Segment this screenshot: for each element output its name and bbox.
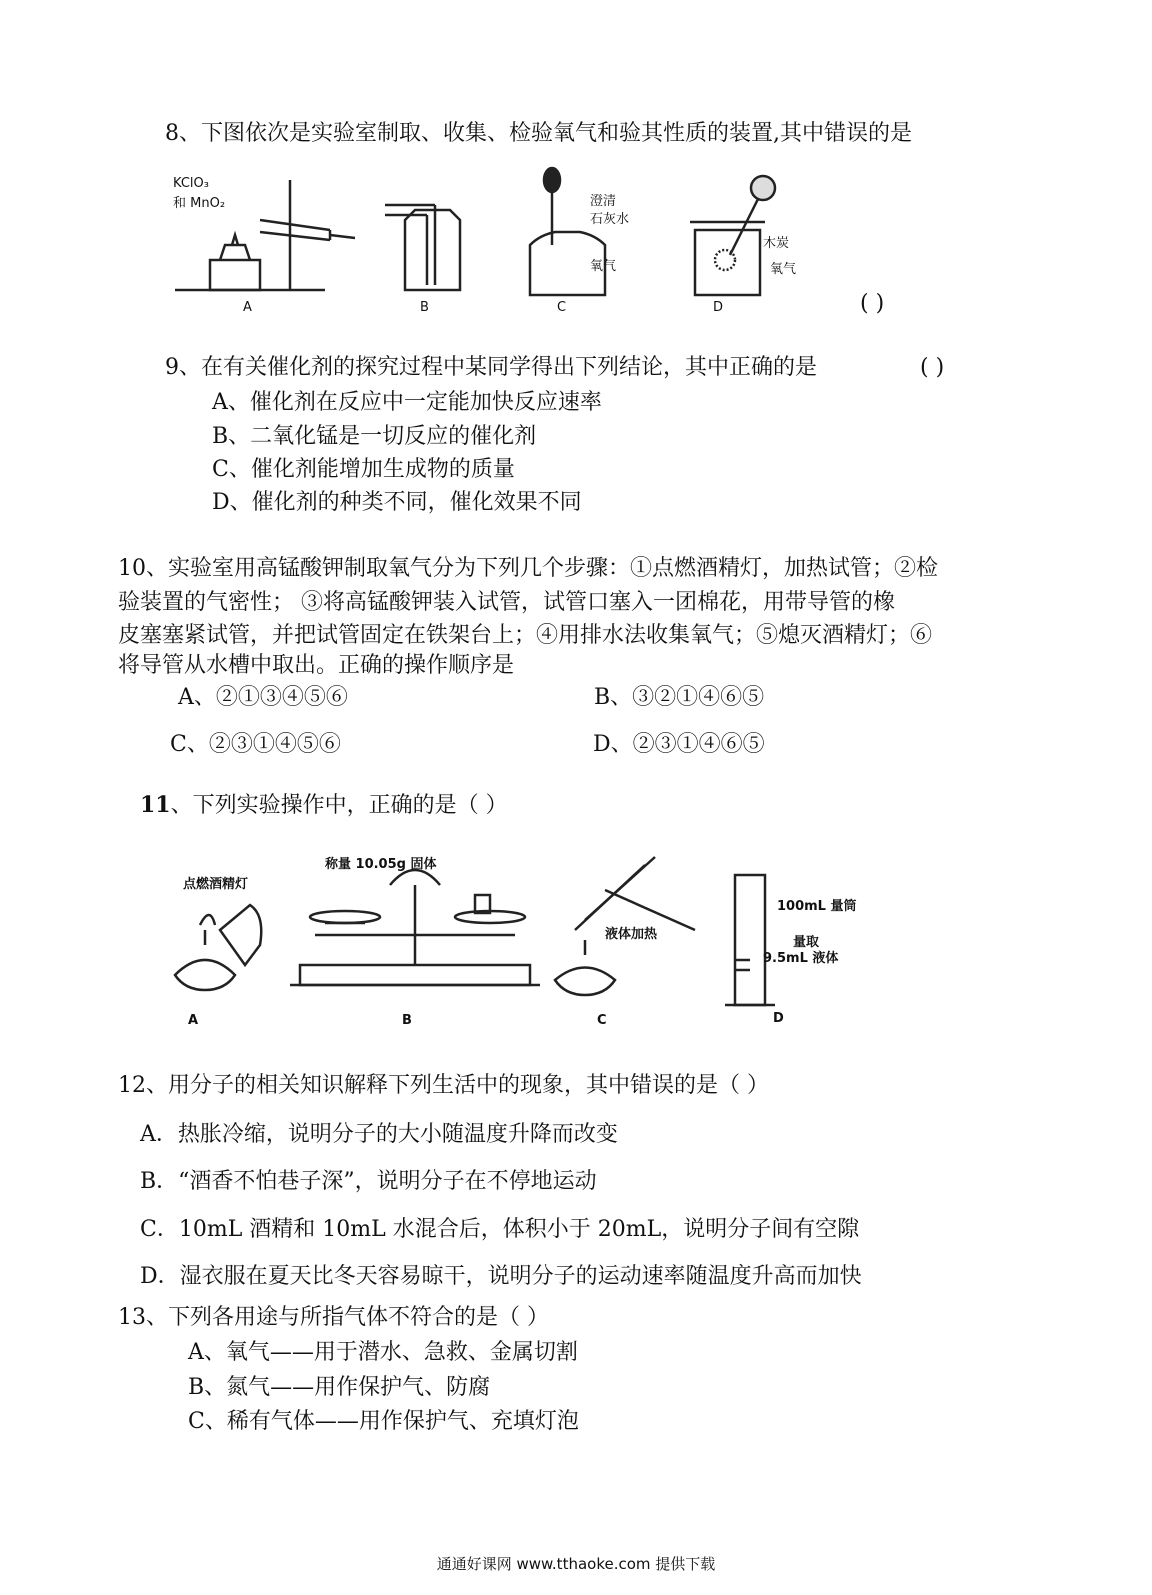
q12-option-b: B．“酒香不怕巷子深”，说明分子在不停地运动 xyxy=(140,1169,597,1194)
q11-label-d: D xyxy=(773,1011,784,1026)
q11-apparatus-b xyxy=(290,870,540,985)
q11-apparatus-a xyxy=(175,905,261,990)
q11-apparatus-diagram xyxy=(165,845,885,1035)
q11-apparatus-d xyxy=(725,875,775,1005)
q8-label-b: B xyxy=(420,300,429,315)
q8-apparatus-c xyxy=(530,168,605,295)
q12-stem: 12、用分子的相关知识解释下列生活中的现象，其中错误的是（ ） xyxy=(118,1073,769,1098)
q8-label-c: C xyxy=(557,300,567,315)
q8-answer-blank[interactable]: ( ) xyxy=(860,291,885,316)
q11-label-b: B xyxy=(402,1013,412,1028)
q10-line-4: 将导管从水槽中取出。正确的操作顺序是 xyxy=(118,653,515,678)
q8-a-reagent-2: 和 MnO₂ xyxy=(173,196,226,211)
q12-option-a: A．热胀冷缩，说明分子的大小随温度升降而改变 xyxy=(140,1122,618,1147)
q10-option-d: D、②③①④⑥⑤ xyxy=(593,732,765,757)
q13-stem: 13、下列各用途与所指气体不符合的是（ ） xyxy=(118,1305,549,1330)
q10-line-3: 皮塞塞紧试管，并把试管固定在铁架台上；④用排水法收集氧气；⑤熄灭酒精灯；⑥ xyxy=(118,623,933,648)
q12-option-d: D．湿衣服在夏天比冬天容易晾干，说明分子的运动速率随温度升高而加快 xyxy=(140,1264,862,1289)
q11-b-caption: 称量 10.05g 固体 xyxy=(325,857,437,872)
q11-label-c: C xyxy=(597,1013,607,1028)
q11-d-caption-3: 9.5mL 液体 xyxy=(763,951,839,966)
q10-line-1: 10、实验室用高锰酸钾制取氧气分为下列几个步骤：①点燃酒精灯，加热试管；②检 xyxy=(118,556,938,581)
q9-answer-blank[interactable]: ( ) xyxy=(920,355,945,380)
q9-option-d: D、催化剂的种类不同，催化效果不同 xyxy=(212,490,582,515)
q8-c-label-2: 石灰水 xyxy=(590,212,630,227)
q8-d-label-1: 木炭 xyxy=(763,236,790,251)
q10-line-2: 验装置的气密性； ③将高锰酸钾装入试管，试管口塞入一团棉花，用带导管的橡 xyxy=(118,590,895,615)
q11-figure xyxy=(165,845,885,1035)
q9-option-b: B、二氧化锰是一切反应的催化剂 xyxy=(212,424,537,449)
q11-c-caption: 液体加热 xyxy=(605,927,658,942)
q8-apparatus-b xyxy=(385,205,460,290)
q8-stem: 8、下图依次是实验室制取、收集、检验氧气和验其性质的装置,其中错误的是 xyxy=(165,121,912,146)
q13-option-c: C、稀有气体——用作保护气、充填灯泡 xyxy=(188,1409,579,1434)
q10-option-a: A、②①③④⑤⑥ xyxy=(178,685,348,710)
q13-option-a: A、氧气——用于潜水、急救、金属切割 xyxy=(188,1340,578,1365)
q8-label-a: A xyxy=(243,300,252,315)
q10-option-b: B、③②①④⑥⑤ xyxy=(594,685,765,710)
q9-option-a: A、催化剂在反应中一定能加快反应速率 xyxy=(212,390,602,415)
q12-option-c: C．10mL 酒精和 10mL 水混合后，体积小于 20mL，说明分子间有空隙 xyxy=(140,1217,860,1242)
q11-label-a: A xyxy=(188,1013,199,1028)
q8-c-label-3: 氧气 xyxy=(590,259,617,274)
q11-number: 11 xyxy=(140,792,171,818)
q11-a-caption: 点燃酒精灯 xyxy=(183,877,249,892)
q13-option-b: B、氮气——用作保护气、防腐 xyxy=(188,1375,491,1400)
q11-d-caption-2: 量取 xyxy=(793,935,820,950)
q11-d-caption-1: 100mL 量筒 xyxy=(777,899,857,914)
q10-option-c: C、②③①④⑤⑥ xyxy=(170,732,341,757)
q11-stem xyxy=(140,791,508,820)
q8-a-reagent-1: KClO₃ xyxy=(173,176,209,191)
q9-stem: 9、在有关催化剂的探究过程中某同学得出下列结论，其中正确的是 xyxy=(165,355,817,380)
q8-apparatus-diagram xyxy=(165,160,865,320)
page-footer: 通通好课网 www.tthaoke.com 提供下载 xyxy=(436,1555,716,1573)
q8-c-label-1: 澄清 xyxy=(590,194,617,209)
q8-d-label-2: 氧气 xyxy=(770,262,797,277)
q8-label-d: D xyxy=(713,300,724,315)
q8-figure xyxy=(165,160,865,320)
q11-stem-text: 、下列实验操作中，正确的是（ ） xyxy=(170,793,508,818)
q9-option-c: C、催化剂能增加生成物的质量 xyxy=(212,457,515,482)
